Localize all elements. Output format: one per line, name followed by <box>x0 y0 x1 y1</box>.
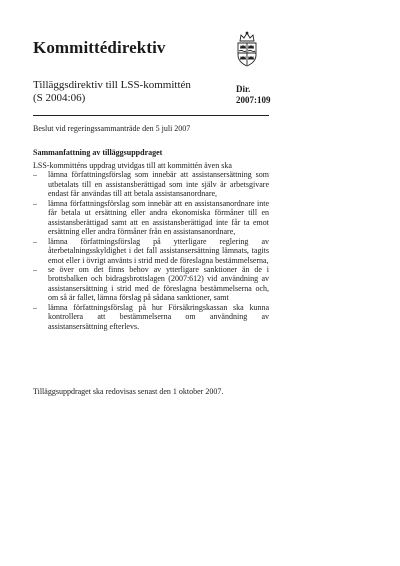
assignment-list <box>33 170 269 331</box>
list-item <box>33 265 269 303</box>
list-item <box>33 237 269 265</box>
header-divider <box>33 115 269 116</box>
subtitle-line-2: (S 2004:06) <box>33 92 86 104</box>
summary-heading: Sammanfattning av tilläggsuppdraget <box>33 148 163 157</box>
list-dash: – <box>33 236 37 246</box>
document-subtitle <box>33 79 191 105</box>
directive-label: Dir. <box>236 84 251 94</box>
list-item <box>33 170 269 198</box>
swedish-crest-icon <box>232 31 262 69</box>
list-item-text: lämna författningsförslag som innebär att assistansersättning som utbetalats till en assistansberättigad som inte själv är arbetsgivare endast får användas till att betala assistansanordnare, <box>48 170 269 199</box>
list-item-text: lämna författningsförslag på hur Försäkringskassan ska kunna kontrollera att bestämmelserna om användning av assistansersättning efterlevs. <box>48 302 269 331</box>
document-title: Kommittédirektiv <box>33 38 166 57</box>
list-item-text: lämna författningsförslag som innebär att en assistansanordnare inte får betala ut ersättning eller andra ekonomiska förmåner till en assistansberättigad samt att en assistansberättigad inte får ta emot ersättning eller andra förmåner från en assistansanordnare, <box>48 198 269 237</box>
list-dash: – <box>33 198 37 208</box>
directive-number: 2007:109 <box>236 95 271 105</box>
summary-body <box>33 161 269 331</box>
list-dash: – <box>33 264 37 274</box>
subtitle-line-1: Tilläggsdirektiv till LSS-kommittén <box>33 79 191 91</box>
list-dash: – <box>33 302 37 312</box>
list-item <box>33 303 269 331</box>
decision-date: Beslut vid regeringssammanträde den 5 juli 2007 <box>33 124 191 133</box>
list-item <box>33 199 269 237</box>
list-item-text: se över om det finns behov av ytterligare sanktioner än de i brottsbalken och bidragsbrottslagen (2007:612) vid användning av assistansersättning i strid med de föreslagna bestämmelserna och, om så är fallet, lämna förslag på sådana sanktioner, samt <box>48 264 269 303</box>
directive-number-block <box>236 84 271 106</box>
summary-intro: LSS-kommitténs uppdrag utvidgas till att kommittén även ska <box>33 161 232 170</box>
closing-statement: Tilläggsuppdraget ska redovisas senast den 1 oktober 2007. <box>33 387 224 396</box>
list-dash: – <box>33 170 37 180</box>
list-item-text: lämna författningsförslag på ytterligare reglering av återbetalningsskyldighet i det fall assistansersättning lämnats, tagits emot eller i övrigt använts i strid med de föreslagna bestämmelserna, <box>48 236 269 265</box>
